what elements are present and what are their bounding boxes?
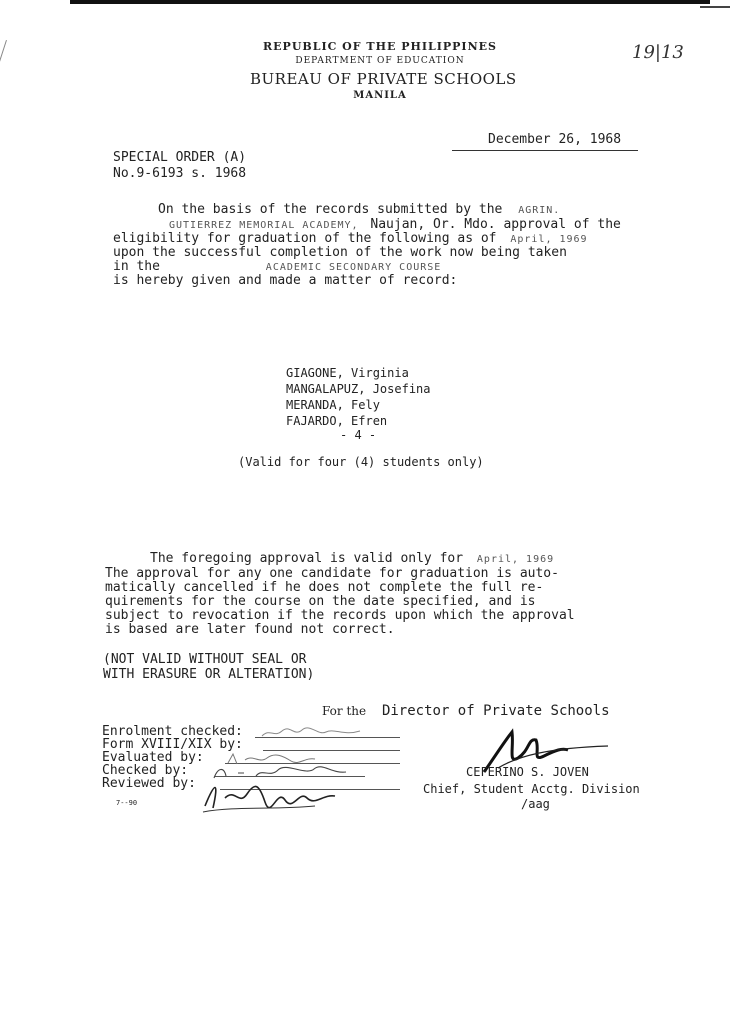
enrolment-checked-label: Enrolment checked:: [102, 724, 243, 739]
handwritten-page-note: 19|13: [632, 42, 684, 63]
intro-line-4: upon the successful completion of the work now being taken: [113, 245, 567, 260]
intro-line-6: is hereby given and made a matter of record:: [113, 273, 458, 288]
top-edge-mark: [700, 6, 730, 8]
header-department: DEPARTMENT OF EDUCATION: [295, 56, 465, 66]
approval-line-5: subject to revocation if the records upon which the approval: [105, 608, 575, 623]
reviewed-by-label: Reviewed by:: [102, 776, 196, 791]
signatory-name: CEFERINO S. JOVEN: [466, 765, 589, 779]
date-underline: [452, 150, 638, 151]
margin-mark: [0, 40, 7, 145]
signature-line: [263, 750, 400, 751]
list-item: GIAGONE, Virginia: [286, 366, 409, 380]
list-item: MERANDA, Fely: [286, 398, 380, 412]
handwritten-initials: [260, 726, 370, 740]
intro-line-1: On the basis of the records submitted by the AGRIN.: [158, 202, 561, 217]
approval-line-3: matically cancelled if he does not complete the full re-: [105, 580, 544, 595]
header-bureau: BUREAU OF PRIVATE SCHOOLS: [250, 70, 517, 88]
special-order-block: [113, 150, 246, 182]
valid-note: (Valid for four (4) students only): [238, 455, 484, 469]
order-date: December 26, 1968: [488, 132, 622, 147]
header-republic: REPUBLIC OF THE PHILIPPINES: [263, 40, 497, 53]
list-item: FAJARDO, Efren: [286, 414, 388, 428]
form-by-label: Form XVIII/XIX by:: [102, 737, 243, 752]
intro-line-3: eligibility for graduation of the following as of April, 1969: [113, 231, 588, 246]
approval-line-6: is based are later found not correct.: [105, 622, 395, 637]
signatory-title: Chief, Student Acctg. Division: [423, 782, 640, 796]
validity-notice: (NOT VALID WITHOUT SEAL OR WITH ERASURE OR ALTERATION): [103, 652, 315, 682]
intro-line-5: in the ACADEMIC SECONDARY COURSE: [113, 259, 442, 274]
list-item: MANGALAPUZ, Josefina: [286, 382, 431, 396]
form-code: 7--90: [116, 799, 138, 807]
student-list: [286, 365, 431, 429]
approval-line-4: quirements for the course on the date specified, and is: [105, 594, 536, 609]
student-count: - 4 -: [340, 428, 377, 442]
typist-initials: /aag: [521, 797, 550, 811]
top-edge-mark: [70, 0, 710, 4]
for-director: For the Director of Private Schools: [322, 703, 610, 719]
header-city: MANILA: [353, 90, 407, 101]
checked-by-label: Checked by:: [102, 763, 189, 778]
evaluated-by-label: Evaluated by:: [102, 750, 204, 765]
special-order-title: SPECIAL ORDER (A): [113, 150, 247, 165]
intro-line-2: GUTIERREZ MEMORIAL ACADEMY, Naujan, Or. Mdo. approval of the: [169, 217, 621, 232]
approval-line-1: The foregoing approval is valid only for April, 1969: [150, 551, 555, 566]
special-order-number: No.9-6193 s. 1968: [113, 166, 247, 181]
handwritten-signature: [195, 776, 345, 816]
approval-line-2: The approval for any one candidate for graduation is auto-: [105, 566, 559, 581]
